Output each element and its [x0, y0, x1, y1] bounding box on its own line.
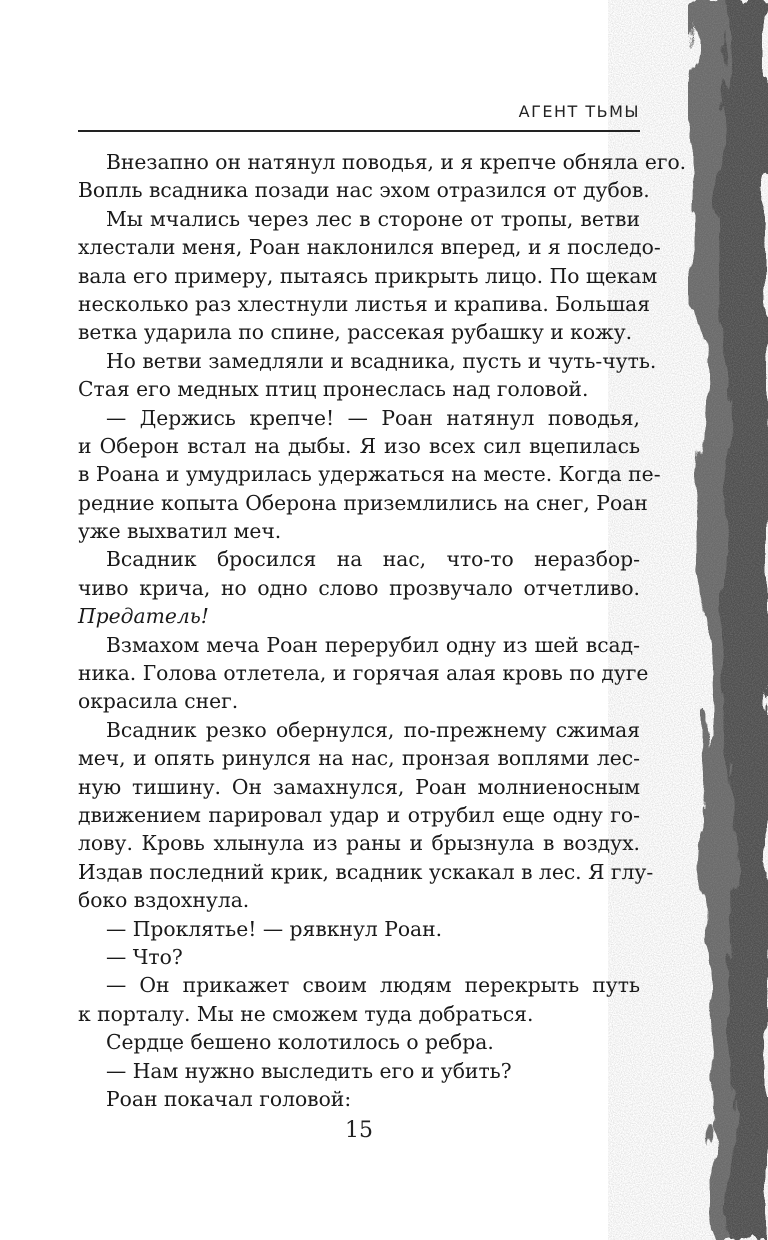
- text-line: ника. Голова отлетела, и горячая алая кровь по дуге: [78, 661, 649, 686]
- text-line: Мы мчались через лес в стороне от тропы, ветви: [106, 206, 640, 231]
- text-line: хлестали меня, Роан наклонился вперед, и я последо-: [78, 235, 661, 260]
- text-line: ветка ударила по спине, рассекая рубашку и кожу.: [78, 320, 633, 345]
- text-line: редние копыта Оберона приземлились на снег, Роан: [78, 490, 648, 515]
- text-line: ную тишину. Он замахнулся, Роан молниеносным: [78, 774, 640, 799]
- text-line: Стая его медных птиц пронеслась над головой.: [78, 377, 589, 402]
- text-line: боко вздохнула.: [78, 888, 250, 913]
- text-line: — Что?: [106, 944, 183, 969]
- page-body-text: [78, 148, 687, 1113]
- text-line: меч, и опять ринулся на нас, пронзая воплями лес-: [78, 746, 640, 771]
- text-line: вала его примеру, пытаясь прикрыть лицо. По щекам: [78, 263, 658, 288]
- text-line: — Проклятье! — рявкнул Роан.: [106, 916, 443, 941]
- text-line: движением парировал удар и отрубил еще одну го-: [78, 802, 640, 827]
- text-line: Вопль всадника позади нас эхом отразился от дубов.: [78, 178, 650, 203]
- text-line: Издав последний крик, всадник ускакал в лес. Я глу-: [78, 859, 654, 884]
- text-line: лову. Кровь хлынула из раны и брызнула в воздух.: [78, 831, 640, 856]
- text-line: — Он прикажет своим людям перекрыть путь: [106, 973, 640, 998]
- text-line: в Роана и умудрилась удержаться на месте. Когда пе-: [78, 462, 661, 487]
- text-line: чиво крича, но одно слово прозвучало отчетливо.: [78, 575, 640, 600]
- italic-text: Предатель!: [78, 604, 209, 629]
- text-line: Всадник бросился на нас, что-то неразбор-: [106, 547, 640, 572]
- text-line: Всадник резко обернулся, по-прежнему сжимая: [106, 717, 640, 742]
- text-line: — Держись крепче! — Роан натянул поводья,: [106, 405, 640, 430]
- text-line: [78, 602, 640, 630]
- text-line: Взмахом меча Роан перерубил одну из шей всад-: [106, 632, 640, 657]
- text-line: и Оберон встал на дыбы. Я изо всех сил вцепилась: [78, 433, 640, 458]
- text-line: Сердце бешено колотилось о ребра.: [106, 1030, 494, 1055]
- text-line: Внезапно он натянул поводья, и я крепче обняла его.: [106, 150, 687, 174]
- text-line: несколько раз хлестнули листья и крапива. Большая: [78, 291, 651, 316]
- text-line: окрасила снег.: [78, 689, 239, 714]
- text-line: — Нам нужно выследить его и убить?: [106, 1058, 512, 1083]
- text-line: Роан покачал головой:: [106, 1086, 352, 1111]
- text-line: Но ветви замедляли и всадника, пусть и чуть-чуть.: [106, 348, 657, 373]
- running-header: [78, 96, 640, 132]
- text-line: уже выхватил меч.: [78, 519, 282, 544]
- text-line: к порталу. Мы не сможем туда добраться.: [78, 1001, 534, 1026]
- page-number: 15: [345, 1118, 373, 1143]
- running-header-title: АГЕНТ ТЬМЫ: [518, 102, 640, 121]
